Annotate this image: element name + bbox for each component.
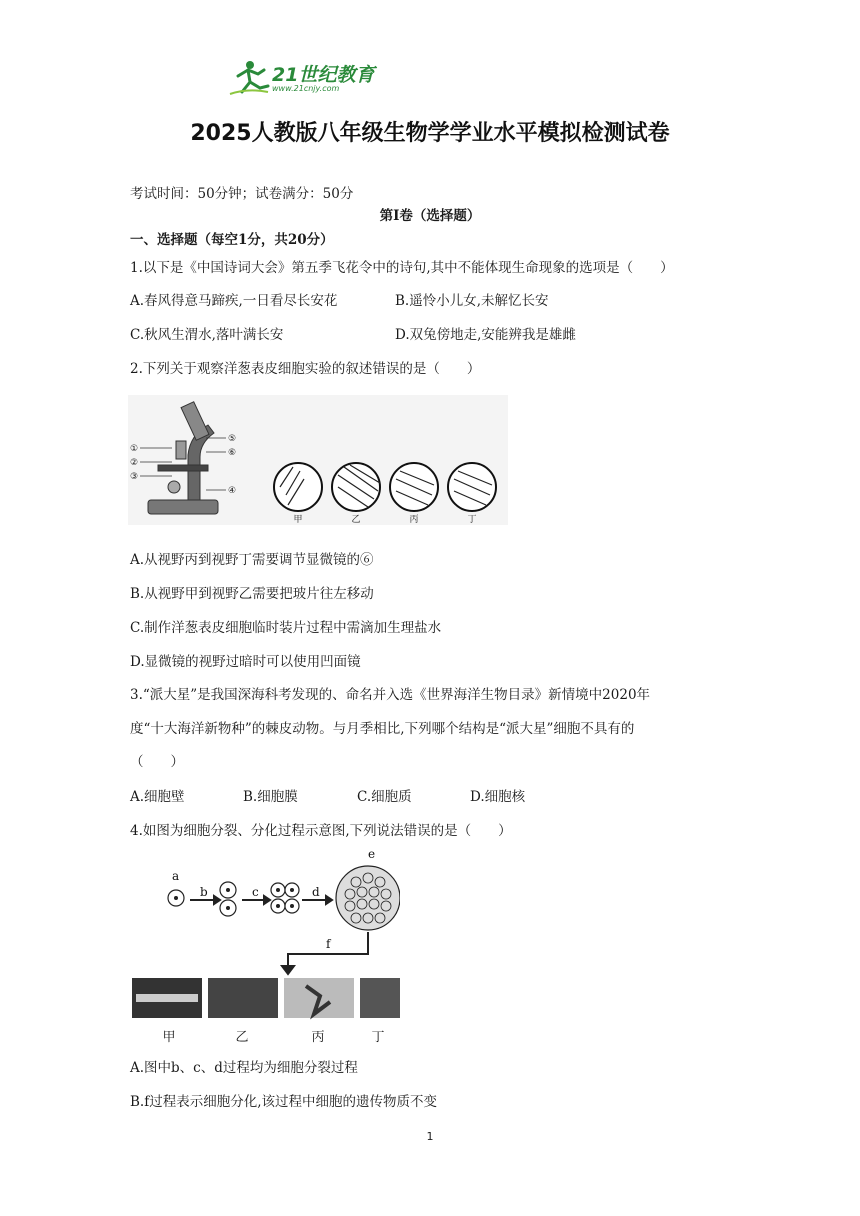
tissue-label-yi: 乙 [235, 1030, 249, 1045]
tissue-label-jia: 甲 [162, 1030, 176, 1045]
step-label-e: e [368, 847, 376, 861]
view-label-ding: 丁 [467, 515, 477, 525]
view-label-yi: 乙 [351, 515, 361, 525]
step-label-c: c [252, 885, 259, 899]
q2-option-b: B.从视野甲到视野乙需要把玻片往左移动 [130, 586, 374, 602]
q3-option-a: A.细胞壁 [130, 789, 185, 805]
q3-stem-line3: （ ） [130, 754, 184, 770]
q1-option-b: B.遥怜小儿女,未解忆长安 [395, 293, 549, 309]
q2-option-a: A.从视野丙到视野丁需要调节显微镜的⑥ [130, 552, 374, 568]
q3-option-c: C.细胞质 [357, 789, 412, 805]
q4-option-b: B.f过程表示细胞分化,该过程中细胞的遗传物质不变 [130, 1094, 437, 1110]
q1-option-d: D.双兔傍地走,安能辨我是雄雌 [395, 327, 576, 343]
q4-option-a: A.图中b、c、d过程均为细胞分裂过程 [130, 1060, 358, 1076]
q1-option-c: C.秋风生渭水,落叶满长安 [130, 327, 284, 343]
q3-option-d: D.细胞核 [470, 789, 526, 805]
fig-label-5: ⑤ [228, 434, 237, 444]
step-label-b: b [200, 885, 208, 899]
q1-stem: 1.以下是《中国诗词大会》第五季飞花令中的诗句,其中不能体现生命现象的选项是（ ） [130, 260, 674, 276]
q3-option-b: B.细胞膜 [243, 789, 298, 805]
logo-text: 21世纪教育 [272, 64, 375, 86]
view-label-jia: 甲 [293, 515, 303, 525]
page-title: 2025人教版八年级生物学学业水平模拟检测试卷 [190, 121, 670, 146]
tissue-ding [360, 978, 400, 1018]
tissue-label-ding: 丁 [371, 1030, 385, 1045]
tissue-label-bing: 丙 [311, 1030, 325, 1045]
q3-stem-line1: 3.“派大星”是我国深海科考发现的、命名并入选《世界海洋生物目录》新情境中2020年 [130, 687, 651, 703]
fig-label-6: ⑥ [228, 448, 237, 458]
fig-label-1: ① [130, 444, 139, 454]
exam-info: 考试时间：50分钟；试卷满分：50分 [130, 186, 354, 202]
section-title: 一、选择题（每空1分，共20分） [130, 232, 334, 248]
view-jia [274, 463, 322, 511]
volume-title: 第Ⅰ卷（选择题） [379, 208, 481, 224]
tissue-yi [208, 978, 278, 1018]
q3-stem-line2: 度“十大海洋新物种”的棘皮动物。与月季相比,下列哪个结构是“派大星”细胞不具有的 [130, 721, 635, 737]
logo-url: www.21cnjy.com [272, 84, 340, 93]
q4-stem: 4.如图为细胞分裂、分化过程示意图,下列说法错误的是（ ） [130, 823, 512, 839]
fig-label-3: ③ [130, 472, 139, 482]
step-label-f: f [326, 937, 331, 951]
q2-option-c: C.制作洋葱表皮细胞临时装片过程中需滴加生理盐水 [130, 620, 442, 636]
q2-option-d: D.显微镜的视野过暗时可以使用凹面镜 [130, 654, 361, 670]
step-label-d: d [312, 885, 320, 899]
cell-division-figure [130, 846, 400, 1026]
microscope-figure [128, 395, 508, 525]
fig-label-2: ② [130, 458, 139, 468]
view-label-bing: 丙 [409, 515, 419, 525]
q1-option-a: A.春风得意马蹄疾,一日看尽长安花 [130, 293, 338, 309]
page-number: 1 [426, 1130, 434, 1143]
step-label-a: a [172, 869, 180, 883]
q2-stem: 2.下列关于观察洋葱表皮细胞实验的叙述错误的是（ ） [130, 361, 481, 377]
fig-label-4: ④ [228, 486, 237, 496]
